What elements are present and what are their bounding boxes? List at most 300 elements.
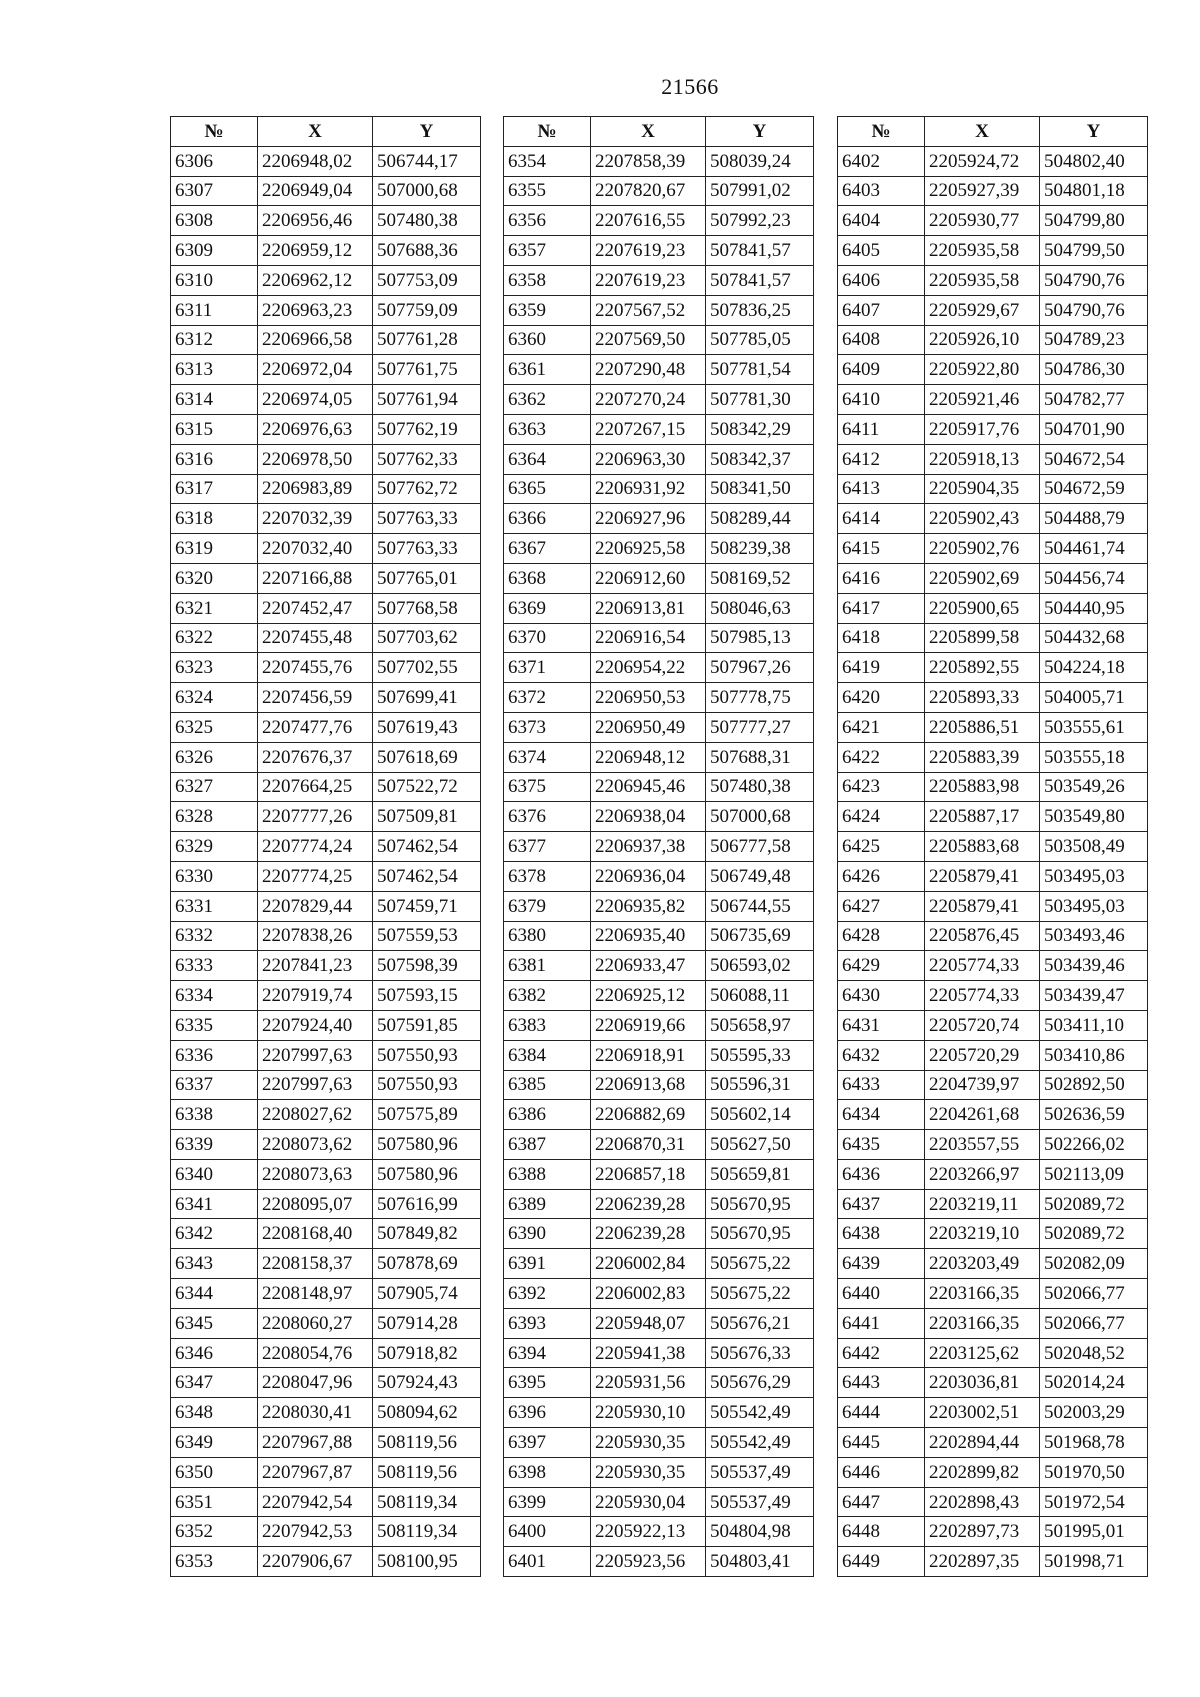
point-number-cell: 6404 <box>838 206 925 236</box>
table-row <box>171 1130 481 1160</box>
x-coordinate-cell: 2205930,35 <box>591 1428 706 1458</box>
table-row <box>838 891 1148 921</box>
table-row <box>838 146 1148 176</box>
x-coordinate-cell: 2205902,69 <box>925 563 1040 593</box>
y-coordinate-cell: 504432,68 <box>1040 623 1148 653</box>
x-coordinate-cell: 2205886,51 <box>925 712 1040 742</box>
x-coordinate-cell: 2205900,65 <box>925 593 1040 623</box>
y-coordinate-cell: 507762,33 <box>373 444 481 474</box>
table-row <box>504 1130 814 1160</box>
x-coordinate-cell: 2206954,22 <box>591 653 706 683</box>
x-coordinate-cell: 2205887,17 <box>925 802 1040 832</box>
table-row <box>838 1308 1148 1338</box>
x-coordinate-cell: 2206972,04 <box>258 355 373 385</box>
table-row <box>504 1100 814 1130</box>
y-coordinate-cell: 507593,15 <box>373 981 481 1011</box>
point-number-cell: 6403 <box>838 176 925 206</box>
y-coordinate-cell: 505542,49 <box>706 1428 814 1458</box>
point-number-cell: 6423 <box>838 772 925 802</box>
table-row <box>171 444 481 474</box>
point-number-cell: 6345 <box>171 1308 258 1338</box>
y-coordinate-cell: 502048,52 <box>1040 1338 1148 1368</box>
y-coordinate-cell: 506735,69 <box>706 921 814 951</box>
table-row <box>838 1487 1148 1517</box>
x-coordinate-cell: 2206956,46 <box>258 206 373 236</box>
x-coordinate-cell: 2206974,05 <box>258 385 373 415</box>
table-row <box>504 265 814 295</box>
x-coordinate-cell: 2203266,97 <box>925 1159 1040 1189</box>
x-coordinate-cell: 2206950,49 <box>591 712 706 742</box>
column-header-number: № <box>838 117 925 147</box>
table-row <box>838 1189 1148 1219</box>
x-coordinate-cell: 2202897,73 <box>925 1517 1040 1547</box>
x-coordinate-cell: 2206925,12 <box>591 981 706 1011</box>
point-number-cell: 6341 <box>171 1189 258 1219</box>
x-coordinate-cell: 2205918,13 <box>925 444 1040 474</box>
table-row <box>838 355 1148 385</box>
point-number-cell: 6367 <box>504 534 591 564</box>
x-coordinate-cell: 2208158,37 <box>258 1249 373 1279</box>
point-number-cell: 6328 <box>171 802 258 832</box>
x-coordinate-cell: 2207942,54 <box>258 1487 373 1517</box>
y-coordinate-cell: 507768,58 <box>373 593 481 623</box>
x-coordinate-cell: 2205904,35 <box>925 474 1040 504</box>
x-coordinate-cell: 2206239,28 <box>591 1189 706 1219</box>
point-number-cell: 6333 <box>171 951 258 981</box>
table-row <box>171 236 481 266</box>
point-number-cell: 6417 <box>838 593 925 623</box>
y-coordinate-cell: 508169,52 <box>706 563 814 593</box>
y-coordinate-cell: 507462,54 <box>373 861 481 891</box>
y-coordinate-cell: 505595,33 <box>706 1040 814 1070</box>
x-coordinate-cell: 2208054,76 <box>258 1338 373 1368</box>
x-coordinate-cell: 2205883,39 <box>925 742 1040 772</box>
table-row <box>504 1219 814 1249</box>
x-coordinate-cell: 2207820,67 <box>591 176 706 206</box>
table-row <box>504 891 814 921</box>
y-coordinate-cell: 505537,49 <box>706 1457 814 1487</box>
point-number-cell: 6324 <box>171 683 258 713</box>
x-coordinate-cell: 2205941,38 <box>591 1338 706 1368</box>
point-number-cell: 6334 <box>171 981 258 1011</box>
x-coordinate-cell: 2205926,10 <box>925 325 1040 355</box>
x-coordinate-cell: 2208030,41 <box>258 1398 373 1428</box>
y-coordinate-cell: 507763,33 <box>373 534 481 564</box>
x-coordinate-cell: 2207166,88 <box>258 563 373 593</box>
point-number-cell: 6353 <box>171 1547 258 1577</box>
point-number-cell: 6318 <box>171 504 258 534</box>
x-coordinate-cell: 2206937,38 <box>591 832 706 862</box>
y-coordinate-cell: 507616,99 <box>373 1189 481 1219</box>
y-coordinate-cell: 506593,02 <box>706 951 814 981</box>
table-row <box>171 534 481 564</box>
point-number-cell: 6433 <box>838 1070 925 1100</box>
y-coordinate-cell: 507619,43 <box>373 712 481 742</box>
point-number-cell: 6440 <box>838 1279 925 1309</box>
x-coordinate-cell: 2207032,39 <box>258 504 373 534</box>
y-coordinate-cell: 505542,49 <box>706 1398 814 1428</box>
point-number-cell: 6385 <box>504 1070 591 1100</box>
y-coordinate-cell: 507688,31 <box>706 742 814 772</box>
table-row <box>504 653 814 683</box>
y-coordinate-cell: 507000,68 <box>706 802 814 832</box>
table-row <box>504 802 814 832</box>
table-row <box>171 1308 481 1338</box>
point-number-cell: 6349 <box>171 1428 258 1458</box>
x-coordinate-cell: 2203036,81 <box>925 1368 1040 1398</box>
table-row <box>504 832 814 862</box>
table-row <box>838 1517 1148 1547</box>
table-body <box>838 146 1148 1576</box>
point-number-cell: 6360 <box>504 325 591 355</box>
column-header-number: № <box>504 117 591 147</box>
y-coordinate-cell: 505596,31 <box>706 1070 814 1100</box>
x-coordinate-cell: 2205935,58 <box>925 265 1040 295</box>
y-coordinate-cell: 506744,55 <box>706 891 814 921</box>
y-coordinate-cell: 508119,56 <box>373 1457 481 1487</box>
x-coordinate-cell: 2207841,23 <box>258 951 373 981</box>
point-number-cell: 6429 <box>838 951 925 981</box>
x-coordinate-cell: 2207774,24 <box>258 832 373 862</box>
table-row <box>838 1100 1148 1130</box>
point-number-cell: 6445 <box>838 1428 925 1458</box>
point-number-cell: 6409 <box>838 355 925 385</box>
table-row <box>838 1130 1148 1160</box>
x-coordinate-cell: 2205930,10 <box>591 1398 706 1428</box>
point-number-cell: 6396 <box>504 1398 591 1428</box>
table-row <box>838 1368 1148 1398</box>
x-coordinate-cell: 2206913,81 <box>591 593 706 623</box>
x-coordinate-cell: 2207829,44 <box>258 891 373 921</box>
x-coordinate-cell: 2205883,68 <box>925 832 1040 862</box>
x-coordinate-cell: 2206919,66 <box>591 1010 706 1040</box>
y-coordinate-cell: 507480,38 <box>706 772 814 802</box>
table-row <box>838 504 1148 534</box>
table-row <box>171 474 481 504</box>
point-number-cell: 6344 <box>171 1279 258 1309</box>
point-number-cell: 6346 <box>171 1338 258 1368</box>
table-row <box>838 1457 1148 1487</box>
point-number-cell: 6313 <box>171 355 258 385</box>
y-coordinate-cell: 506749,48 <box>706 861 814 891</box>
x-coordinate-cell: 2206959,12 <box>258 236 373 266</box>
point-number-cell: 6392 <box>504 1279 591 1309</box>
table-row <box>838 1040 1148 1070</box>
coordinates-table-1 <box>170 116 481 1577</box>
x-coordinate-cell: 2208168,40 <box>258 1219 373 1249</box>
point-number-cell: 6438 <box>838 1219 925 1249</box>
x-coordinate-cell: 2206936,04 <box>591 861 706 891</box>
table-row <box>504 1547 814 1577</box>
table-row <box>504 772 814 802</box>
x-coordinate-cell: 2205930,04 <box>591 1487 706 1517</box>
table-row <box>504 414 814 444</box>
point-number-cell: 6441 <box>838 1308 925 1338</box>
table-row <box>838 236 1148 266</box>
y-coordinate-cell: 507761,28 <box>373 325 481 355</box>
point-number-cell: 6319 <box>171 534 258 564</box>
table-row <box>838 653 1148 683</box>
y-coordinate-cell: 507702,55 <box>373 653 481 683</box>
point-number-cell: 6421 <box>838 712 925 742</box>
x-coordinate-cell: 2202894,44 <box>925 1428 1040 1458</box>
point-number-cell: 6322 <box>171 623 258 653</box>
y-coordinate-cell: 501995,01 <box>1040 1517 1148 1547</box>
table-row <box>838 712 1148 742</box>
table-row <box>171 772 481 802</box>
y-coordinate-cell: 507580,96 <box>373 1159 481 1189</box>
y-coordinate-cell: 503411,10 <box>1040 1010 1148 1040</box>
x-coordinate-cell: 2207664,25 <box>258 772 373 802</box>
x-coordinate-cell: 2205929,67 <box>925 295 1040 325</box>
table-row <box>171 385 481 415</box>
table-row <box>838 623 1148 653</box>
x-coordinate-cell: 2205931,56 <box>591 1368 706 1398</box>
table-row <box>838 176 1148 206</box>
point-number-cell: 6432 <box>838 1040 925 1070</box>
table-row <box>171 1159 481 1189</box>
x-coordinate-cell: 2207456,59 <box>258 683 373 713</box>
table-row <box>171 206 481 236</box>
y-coordinate-cell: 508342,37 <box>706 444 814 474</box>
y-coordinate-cell: 507761,94 <box>373 385 481 415</box>
y-coordinate-cell: 502014,24 <box>1040 1368 1148 1398</box>
table-row <box>838 921 1148 951</box>
table-row <box>171 802 481 832</box>
x-coordinate-cell: 2207858,39 <box>591 146 706 176</box>
x-coordinate-cell: 2205774,33 <box>925 951 1040 981</box>
x-coordinate-cell: 2206239,28 <box>591 1219 706 1249</box>
table-row <box>504 1308 814 1338</box>
y-coordinate-cell: 507924,43 <box>373 1368 481 1398</box>
y-coordinate-cell: 507480,38 <box>373 206 481 236</box>
point-number-cell: 6354 <box>504 146 591 176</box>
point-number-cell: 6411 <box>838 414 925 444</box>
x-coordinate-cell: 2207838,26 <box>258 921 373 951</box>
point-number-cell: 6357 <box>504 236 591 266</box>
table-row <box>171 921 481 951</box>
point-number-cell: 6391 <box>504 1249 591 1279</box>
x-coordinate-cell: 2207997,63 <box>258 1070 373 1100</box>
x-coordinate-cell: 2208047,96 <box>258 1368 373 1398</box>
table-row <box>171 295 481 325</box>
point-number-cell: 6397 <box>504 1428 591 1458</box>
x-coordinate-cell: 2207477,76 <box>258 712 373 742</box>
table-row <box>504 1487 814 1517</box>
point-number-cell: 6351 <box>171 1487 258 1517</box>
point-number-cell: 6413 <box>838 474 925 504</box>
point-number-cell: 6439 <box>838 1249 925 1279</box>
table-row <box>504 385 814 415</box>
point-number-cell: 6326 <box>171 742 258 772</box>
y-coordinate-cell: 505675,22 <box>706 1279 814 1309</box>
table-row <box>171 951 481 981</box>
point-number-cell: 6370 <box>504 623 591 653</box>
x-coordinate-cell: 2205921,46 <box>925 385 1040 415</box>
column-header-number: № <box>171 117 258 147</box>
y-coordinate-cell: 502066,77 <box>1040 1279 1148 1309</box>
x-coordinate-cell: 2203166,35 <box>925 1308 1040 1338</box>
point-number-cell: 6339 <box>171 1130 258 1160</box>
x-coordinate-cell: 2206950,53 <box>591 683 706 713</box>
y-coordinate-cell: 504672,54 <box>1040 444 1148 474</box>
point-number-cell: 6425 <box>838 832 925 862</box>
table-row <box>171 176 481 206</box>
x-coordinate-cell: 2206918,91 <box>591 1040 706 1070</box>
y-coordinate-cell: 507849,82 <box>373 1219 481 1249</box>
point-number-cell: 6342 <box>171 1219 258 1249</box>
table-row <box>504 1010 814 1040</box>
table-row <box>838 444 1148 474</box>
y-coordinate-cell: 507000,68 <box>373 176 481 206</box>
point-number-cell: 6359 <box>504 295 591 325</box>
table-row <box>171 683 481 713</box>
y-coordinate-cell: 507509,81 <box>373 802 481 832</box>
point-number-cell: 6315 <box>171 414 258 444</box>
table-row <box>171 981 481 1011</box>
table-header-row <box>504 117 814 147</box>
column-header-x: X <box>925 117 1040 147</box>
point-number-cell: 6337 <box>171 1070 258 1100</box>
y-coordinate-cell: 508094,62 <box>373 1398 481 1428</box>
y-coordinate-cell: 507836,25 <box>706 295 814 325</box>
point-number-cell: 6317 <box>171 474 258 504</box>
y-coordinate-cell: 507462,54 <box>373 832 481 862</box>
y-coordinate-cell: 503549,80 <box>1040 802 1148 832</box>
y-coordinate-cell: 508342,29 <box>706 414 814 444</box>
y-coordinate-cell: 507763,33 <box>373 504 481 534</box>
y-coordinate-cell: 506088,11 <box>706 981 814 1011</box>
coordinates-table-2 <box>503 116 814 1577</box>
y-coordinate-cell: 507765,01 <box>373 563 481 593</box>
x-coordinate-cell: 2206935,82 <box>591 891 706 921</box>
y-coordinate-cell: 505676,33 <box>706 1338 814 1368</box>
point-number-cell: 6387 <box>504 1130 591 1160</box>
x-coordinate-cell: 2205930,77 <box>925 206 1040 236</box>
x-coordinate-cell: 2207967,88 <box>258 1428 373 1458</box>
y-coordinate-cell: 507762,19 <box>373 414 481 444</box>
table-row <box>171 1517 481 1547</box>
y-coordinate-cell: 507762,72 <box>373 474 481 504</box>
table-row <box>838 265 1148 295</box>
y-coordinate-cell: 504789,23 <box>1040 325 1148 355</box>
y-coordinate-cell: 503495,03 <box>1040 861 1148 891</box>
x-coordinate-cell: 2206948,12 <box>591 742 706 772</box>
y-coordinate-cell: 502636,59 <box>1040 1100 1148 1130</box>
table-row <box>504 861 814 891</box>
table-row <box>504 1189 814 1219</box>
table-row <box>838 1219 1148 1249</box>
point-number-cell: 6335 <box>171 1010 258 1040</box>
x-coordinate-cell: 2205893,33 <box>925 683 1040 713</box>
point-number-cell: 6362 <box>504 385 591 415</box>
x-coordinate-cell: 2206963,30 <box>591 444 706 474</box>
y-coordinate-cell: 504701,90 <box>1040 414 1148 444</box>
x-coordinate-cell: 2206983,89 <box>258 474 373 504</box>
y-coordinate-cell: 504456,74 <box>1040 563 1148 593</box>
y-coordinate-cell: 502003,29 <box>1040 1398 1148 1428</box>
point-number-cell: 6407 <box>838 295 925 325</box>
point-number-cell: 6382 <box>504 981 591 1011</box>
point-number-cell: 6448 <box>838 1517 925 1547</box>
y-coordinate-cell: 502089,72 <box>1040 1189 1148 1219</box>
table-row <box>171 712 481 742</box>
point-number-cell: 6340 <box>171 1159 258 1189</box>
y-coordinate-cell: 501972,54 <box>1040 1487 1148 1517</box>
table-row <box>504 325 814 355</box>
table-row <box>504 1428 814 1458</box>
column-header-y: Y <box>373 117 481 147</box>
point-number-cell: 6356 <box>504 206 591 236</box>
y-coordinate-cell: 504786,30 <box>1040 355 1148 385</box>
table-row <box>838 1010 1148 1040</box>
point-number-cell: 6325 <box>171 712 258 742</box>
x-coordinate-cell: 2205927,39 <box>925 176 1040 206</box>
y-coordinate-cell: 507575,89 <box>373 1100 481 1130</box>
x-coordinate-cell: 2205892,55 <box>925 653 1040 683</box>
point-number-cell: 6383 <box>504 1010 591 1040</box>
y-coordinate-cell: 507781,54 <box>706 355 814 385</box>
point-number-cell: 6368 <box>504 563 591 593</box>
y-coordinate-cell: 507991,02 <box>706 176 814 206</box>
point-number-cell: 6414 <box>838 504 925 534</box>
x-coordinate-cell: 2207452,47 <box>258 593 373 623</box>
y-coordinate-cell: 503549,26 <box>1040 772 1148 802</box>
y-coordinate-cell: 507777,27 <box>706 712 814 742</box>
coordinates-table-3 <box>837 116 1148 1577</box>
column-header-y: Y <box>1040 117 1148 147</box>
point-number-cell: 6350 <box>171 1457 258 1487</box>
x-coordinate-cell: 2206912,60 <box>591 563 706 593</box>
y-coordinate-cell: 507841,57 <box>706 236 814 266</box>
point-number-cell: 6363 <box>504 414 591 444</box>
table-row <box>838 683 1148 713</box>
y-coordinate-cell: 505627,50 <box>706 1130 814 1160</box>
x-coordinate-cell: 2205917,76 <box>925 414 1040 444</box>
table-row <box>171 593 481 623</box>
table-row <box>171 1070 481 1100</box>
table-row <box>171 563 481 593</box>
y-coordinate-cell: 508119,34 <box>373 1487 481 1517</box>
y-coordinate-cell: 503410,86 <box>1040 1040 1148 1070</box>
table-row <box>838 981 1148 1011</box>
y-coordinate-cell: 508046,63 <box>706 593 814 623</box>
y-coordinate-cell: 504488,79 <box>1040 504 1148 534</box>
point-number-cell: 6399 <box>504 1487 591 1517</box>
table-row <box>171 1398 481 1428</box>
x-coordinate-cell: 2207774,25 <box>258 861 373 891</box>
table-row <box>838 1279 1148 1309</box>
x-coordinate-cell: 2208027,62 <box>258 1100 373 1130</box>
table-row <box>504 1040 814 1070</box>
x-coordinate-cell: 2206962,12 <box>258 265 373 295</box>
point-number-cell: 6332 <box>171 921 258 951</box>
table-row <box>171 1547 481 1577</box>
y-coordinate-cell: 505675,22 <box>706 1249 814 1279</box>
y-coordinate-cell: 507759,09 <box>373 295 481 325</box>
point-number-cell: 6365 <box>504 474 591 504</box>
table-row <box>504 1368 814 1398</box>
point-number-cell: 6431 <box>838 1010 925 1040</box>
table-row <box>504 176 814 206</box>
table-row <box>171 832 481 862</box>
table-row <box>504 474 814 504</box>
y-coordinate-cell: 504672,59 <box>1040 474 1148 504</box>
point-number-cell: 6406 <box>838 265 925 295</box>
table-row <box>504 355 814 385</box>
y-coordinate-cell: 506744,17 <box>373 146 481 176</box>
y-coordinate-cell: 507753,09 <box>373 265 481 295</box>
